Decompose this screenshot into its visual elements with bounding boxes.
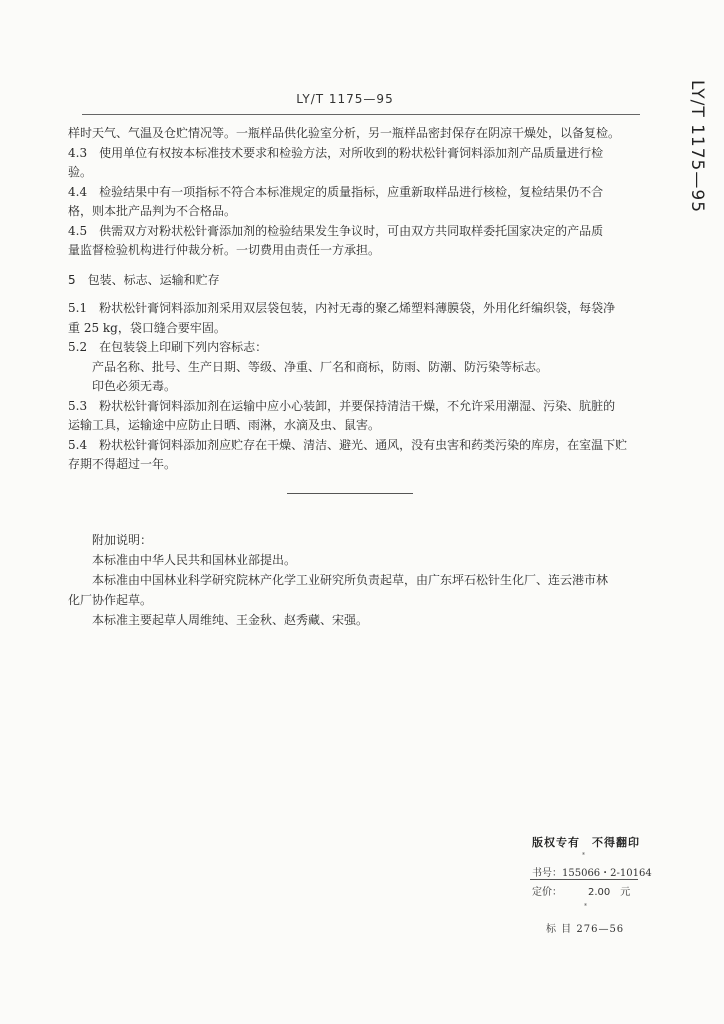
clause-5-3-wrap: 运输工具，运输途中应防止日晒、雨淋，水滴及虫、鼠害。 bbox=[68, 418, 381, 432]
clause-4-5: 4.5 供需双方对粉状松针膏添加剂的检验结果发生争议时，可由双方共同取样委托国家决定的产品质 bbox=[68, 223, 604, 238]
clause-5-4: 5.4 粉状松针膏饲料添加剂应贮存在干燥、清洁、避光、通风，没有虫害和药类污染的库房，在室温下贮 bbox=[68, 437, 628, 452]
clause-4-4: 4.4 检验结果中有一项指标不符合本标准规定的质量指标，应重新取样品进行核检，复检结果仍不合 bbox=[68, 184, 604, 199]
copyright-notice: 版权专有 不得翻印 bbox=[532, 836, 640, 849]
notes-line-1: 本标准由中华人民共和国林业部提出。 bbox=[92, 553, 297, 567]
star-mark-lower: * bbox=[584, 903, 587, 910]
side-standard-code: LY/T 1175—95 bbox=[687, 80, 707, 214]
body-line: 样时天气、气温及仓贮情况等。一瓶样品供化验室分析，另一瓶样品密封保存在阴凉干燥处，以备复检。 bbox=[68, 126, 621, 140]
notes-title: 附加说明： bbox=[92, 533, 153, 547]
notes-line-2: 本标准由中国林业科学研究院林产化学工业研究所负责起草，由广东坪石松针生化厂、连云港市林 bbox=[92, 573, 609, 587]
clause-4-3: 4.3 使用单位有权按本标准技术要求和检验方法，对所收到的粉状松针膏饲料添加剂产品质量进行检 bbox=[68, 145, 604, 160]
clause-4-5-wrap: 量监督检验机构进行仲裁分析。一切费用由责任一方承担。 bbox=[68, 243, 381, 257]
additional-notes bbox=[68, 530, 638, 630]
clause-5-1: 5.1 粉状松针膏饲料添加剂采用双层袋包装，内衬无毒的聚乙烯塑料薄膜袋，外用化纤编织袋，每袋净 bbox=[68, 301, 616, 315]
header-rule bbox=[82, 114, 640, 115]
price-line bbox=[532, 883, 630, 898]
body-text bbox=[68, 124, 638, 475]
clause-4-4-wrap: 格，则本批产品判为不合格品。 bbox=[68, 204, 237, 218]
book-number-rule bbox=[530, 879, 638, 880]
clause-5-2-ink: 印色必须无毒。 bbox=[92, 379, 177, 393]
standard-catalog-mark: 标 目 276—56 bbox=[546, 924, 625, 935]
clause-5-1-wrap: 重 25 kg，袋口缝合要牢固。 bbox=[68, 320, 226, 335]
clause-5-2: 5.2 在包装袋上印刷下列内容标志： bbox=[68, 340, 268, 354]
price-value: 2.00 bbox=[588, 887, 611, 898]
book-number: 书号：155066・2-10164 bbox=[532, 868, 652, 879]
notes-line-3: 本标准主要起草人周维纯、王金秋、赵秀藏、宋强。 bbox=[92, 613, 369, 627]
clause-5-4-wrap: 存期不得超过一年。 bbox=[68, 457, 177, 471]
clause-5-3: 5.3 粉状松针膏饲料添加剂在运输中应小心装卸，并要保持清洁干燥，不允许采用潮湿、污染、肮脏的 bbox=[68, 398, 616, 413]
end-of-text-rule bbox=[287, 493, 413, 494]
price-label: 定价： bbox=[532, 887, 562, 898]
clause-4-3-wrap: 验。 bbox=[68, 165, 93, 179]
header-standard-code: LY/T 1175—95 bbox=[296, 92, 394, 106]
star-mark: * bbox=[582, 852, 585, 859]
section-5-title: 5 包装、标志、运输和贮存 bbox=[68, 272, 220, 287]
notes-line-2-wrap: 化厂协作起草。 bbox=[68, 593, 153, 607]
price-unit: 元 bbox=[620, 887, 631, 898]
clause-5-2-items: 产品名称、批号、生产日期、等级、净重、厂名和商标，防雨、防潮、防污染等标志。 bbox=[92, 359, 549, 374]
